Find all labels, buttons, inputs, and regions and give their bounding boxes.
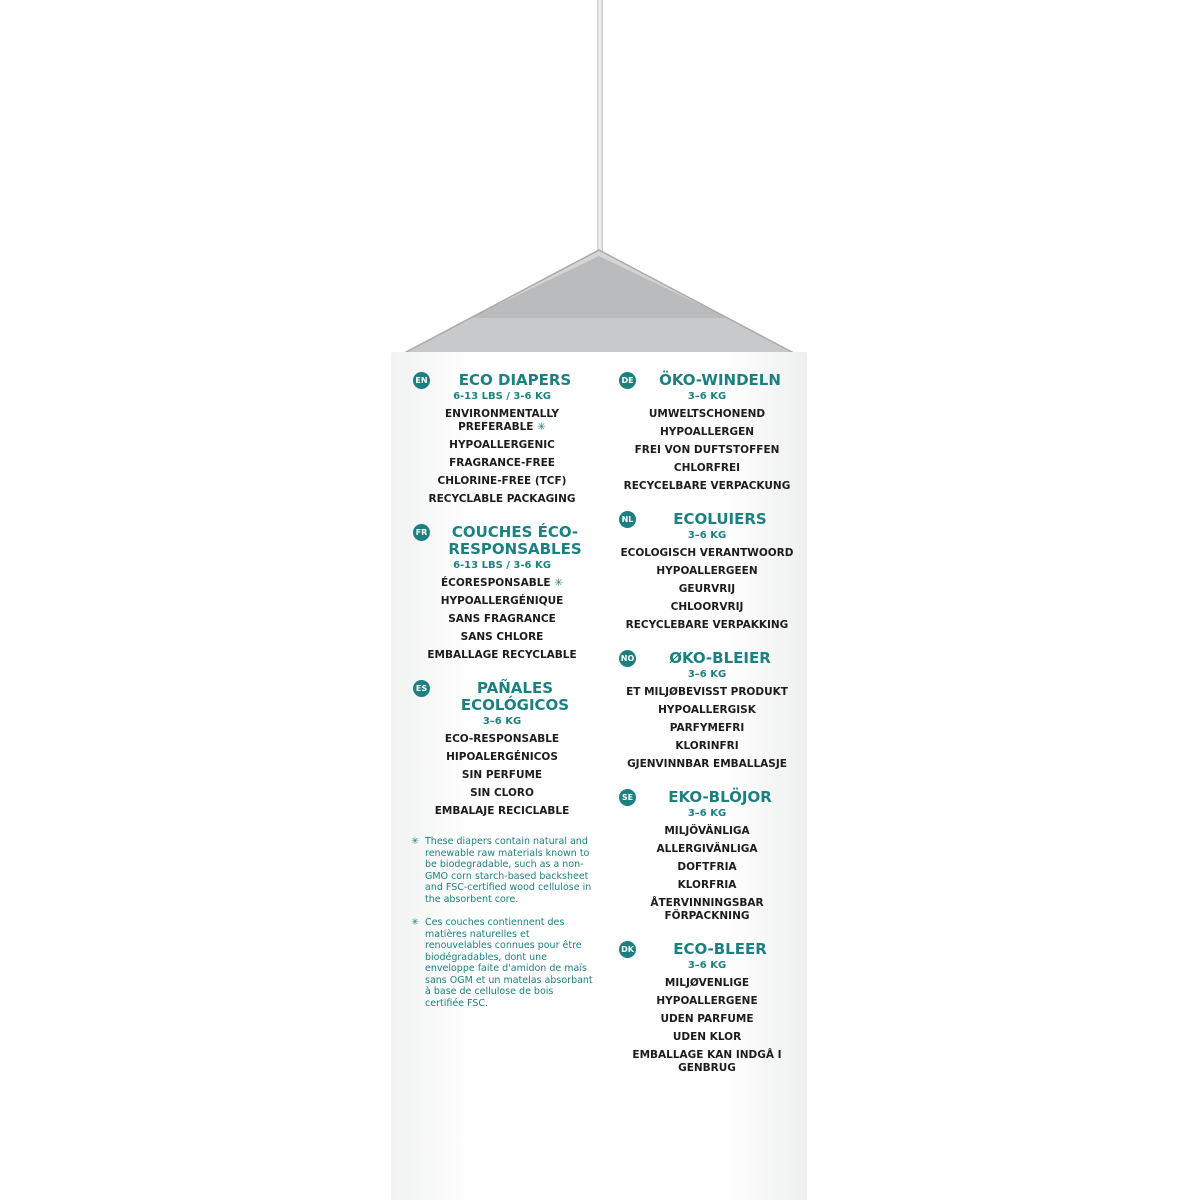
section-title: ØKO-BLEIER: [669, 649, 771, 667]
section-heading: [617, 941, 797, 958]
feature-item: DOFTFRIA: [677, 861, 737, 873]
language-badge-icon: DE: [619, 372, 636, 389]
section-de: [617, 372, 797, 493]
feature-item: HYPOALLERGEEN: [656, 565, 758, 577]
feature-item: FREI VON DUFTSTOFFEN: [634, 444, 780, 456]
feature-item: ÉCORESPONSABLE ✳: [440, 577, 564, 589]
size-range: 3–6 KG: [687, 391, 727, 402]
feature-item: ET MILJØBEVISST PRODUKT: [626, 686, 788, 698]
language-badge-icon: DK: [619, 941, 636, 958]
size-range: 6-13 LBS / 3-6 KG: [453, 560, 551, 571]
language-badge-icon: FR: [413, 524, 430, 541]
feature-item: CHLORINE-FREE (TCF): [437, 475, 567, 487]
size-range: 3–6 KG: [687, 530, 727, 541]
feature-item: SANS FRAGRANCE: [448, 613, 556, 625]
feature-item: RECYCLABLE PACKAGING: [428, 493, 576, 505]
section-en: [411, 372, 593, 506]
feature-item: UDEN PARFUME: [660, 1013, 754, 1025]
feature-item: HYPOALLERGEN: [659, 426, 755, 438]
section-heading: [617, 372, 797, 389]
right-column: [617, 372, 797, 1093]
section-title: ECOLUIERS: [673, 510, 767, 528]
section-dk: [617, 941, 797, 1075]
feature-item: HYPOALLERGÉNIQUE: [440, 595, 564, 607]
feature-item: GJENVINNBAR EMBALLASJE: [627, 758, 787, 770]
feature-item: CHLOORVRIJ: [670, 601, 744, 613]
feature-item: SANS CHLORE: [460, 631, 544, 643]
package-top: [0, 0, 1200, 360]
footnote-fr: ✳ Ces couches contiennent des matières naturelles et renouvelables connues pour être biodégradables, dont une enveloppe faite d'amidon de maïs sans OGM et un matelas absorbant à base de cellulose de bois certifiée FSC.: [411, 917, 593, 1009]
package-side-panel: [391, 352, 807, 1200]
size-range: 3–6 KG: [482, 716, 522, 727]
size-range: 3–6 KG: [687, 808, 727, 819]
language-badge-icon: SE: [619, 789, 636, 806]
feature-item: HYPOALLERGENE: [656, 995, 758, 1007]
feature-item: ECOLOGISCH VERANTWOORD: [620, 547, 794, 559]
feature-item: HYPOALLERGENIC: [449, 439, 555, 451]
section-nl: [617, 511, 797, 632]
section-es: [411, 680, 593, 818]
feature-item: EMBALLAGE KAN INDGÅ I GENBRUG: [632, 1049, 782, 1074]
feature-item: MILJØVENLIGE: [664, 977, 750, 989]
section-heading: [617, 511, 797, 528]
feature-item: MILJÖVÄNLIGA: [664, 825, 750, 837]
feature-item: EMBALAJE RECICLABLE: [434, 805, 570, 817]
section-title: EKO-BLÖJOR: [668, 788, 772, 806]
feature-item: CHLORFREI: [673, 462, 741, 474]
size-range: 3–6 KG: [687, 960, 727, 971]
feature-item: RECYCELBARE VERPACKUNG: [623, 480, 791, 492]
section-title: ECO DIAPERS: [458, 371, 572, 389]
section-no: [617, 650, 797, 771]
asterisk-icon: ✳: [554, 577, 564, 589]
size-range: 3–6 KG: [687, 669, 727, 680]
section-fr: [411, 524, 593, 662]
left-column: [411, 372, 593, 1021]
feature-item: ECO-RESPONSABLE: [444, 733, 560, 745]
feature-item: PARFYMEFRI: [669, 722, 745, 734]
feature-item: UMWELTSCHONEND: [648, 408, 766, 420]
language-badge-icon: EN: [413, 372, 430, 389]
section-title: COUCHES ÉCO-RESPONSABLES: [448, 523, 582, 558]
section-heading: [617, 650, 797, 667]
section-title: PAÑALES ECOLÓGICOS: [460, 679, 570, 714]
section-title: ÖKO-WINDELN: [659, 371, 781, 389]
section-heading: [617, 789, 797, 806]
feature-item: ÅTERVINNINGSBAR FÖRPACKNING: [650, 897, 764, 922]
feature-item: ENVIRONMENTALLY PREFERABLE ✳: [444, 408, 560, 433]
feature-item: RECYCLEBARE VERPAKKING: [625, 619, 789, 631]
language-badge-icon: NO: [619, 650, 636, 667]
feature-item: ALLERGIVÄNLIGA: [656, 843, 758, 855]
section-title: ECO-BLEER: [673, 940, 767, 958]
feature-item: SIN PERFUME: [461, 769, 543, 781]
language-badge-icon: NL: [619, 511, 636, 528]
feature-item: UDEN KLOR: [672, 1031, 742, 1043]
section-heading: [411, 680, 593, 714]
section-heading: [411, 372, 593, 389]
asterisk-icon: ✳: [411, 836, 419, 847]
feature-item: KLORFRIA: [677, 879, 737, 891]
asterisk-icon: ✳: [411, 917, 419, 928]
language-badge-icon: ES: [413, 680, 430, 697]
feature-item: FRAGRANCE-FREE: [449, 457, 555, 469]
feature-item: SIN CLORO: [470, 787, 534, 799]
feature-item: KLORINFRI: [675, 740, 739, 752]
section-heading: [411, 524, 593, 558]
size-range: 6-13 LBS / 3-6 KG: [453, 391, 551, 402]
feature-item: GEURVRIJ: [678, 583, 736, 595]
feature-item: HYPOALLERGISK: [658, 704, 756, 716]
footnote-en: ✳ These diapers contain natural and renewable raw materials known to be biodegradable, such as a non-GMO corn starch-based backsheet and FSC-certified wood cellulose in the absorbent core.: [411, 836, 592, 905]
asterisk-icon: ✳: [537, 421, 546, 433]
feature-item: EMBALLAGE RECYCLABLE: [427, 649, 577, 661]
feature-item: HIPOALERGÉNICOS: [446, 751, 558, 763]
section-se: [617, 789, 797, 923]
